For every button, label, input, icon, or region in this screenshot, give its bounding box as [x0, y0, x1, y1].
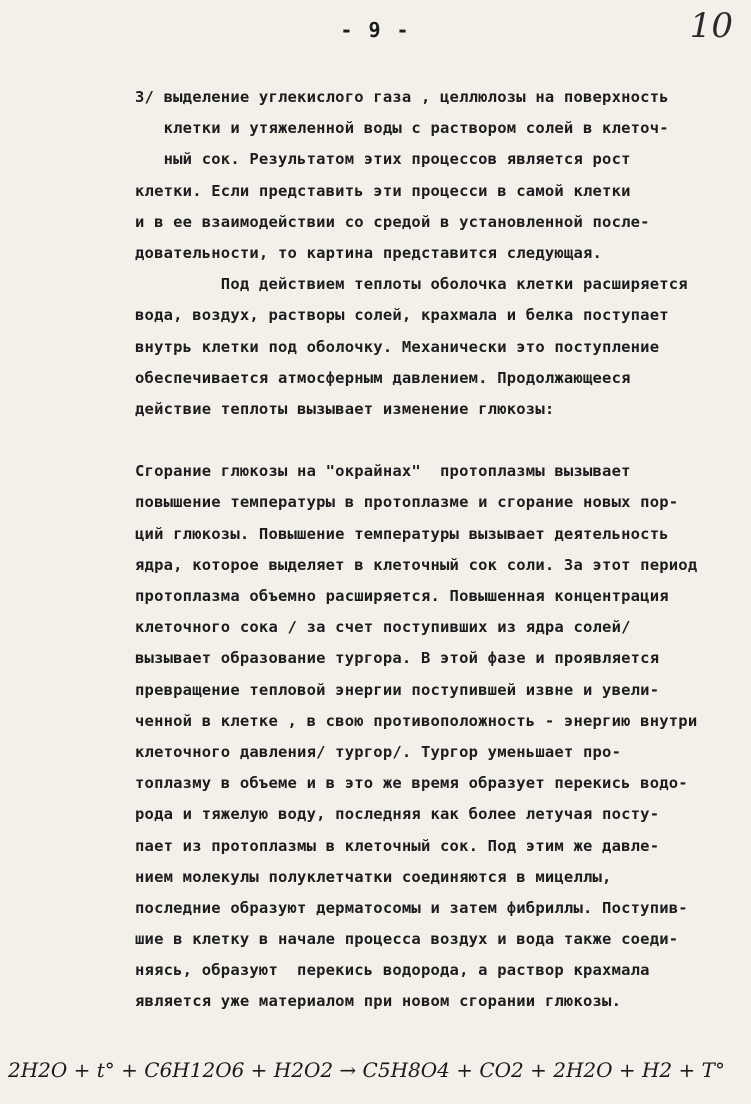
- text-line: клеточного сока / за счет поступивших из ядра солей/: [135, 618, 631, 637]
- text-line: внутрь клетки под оболочку. Механически это поступление: [135, 337, 660, 356]
- archive-page-number: 10: [689, 6, 733, 46]
- text-line: довательности, то картина представится следующая.: [135, 243, 603, 262]
- text-line: рода и тяжелую воду, последняя как более летучая посту-: [135, 805, 660, 824]
- text-line: повышение температуры в протоплазме и сгорание новых пор-: [135, 493, 679, 512]
- text-line: последние образуют дерматосомы и затем фибриллы. Поступив-: [135, 898, 688, 917]
- text-line: Сгорание глюкозы на "окрайнах" протоплазмы вызывает: [135, 462, 631, 481]
- text-line: действие теплоты вызывает изменение глюкозы:: [135, 399, 555, 418]
- text-line: превращение тепловой энергии поступившей извне и увели-: [135, 680, 660, 699]
- text-line: вода, воздух, растворы солей, крахмала и белка поступает: [135, 306, 669, 325]
- text-line: шие в клетку в начале процесса воздух и вода также соеди-: [135, 930, 679, 949]
- text-line: клетки и утяжеленной воды с раствором солей в клеточ-: [135, 119, 669, 138]
- text-line: клетки. Если представить эти процесси в самой клетки: [135, 181, 631, 200]
- text-line: топлазму в объеме и в это же время образует перекись водо-: [135, 774, 688, 793]
- text-line: няясь, образуют перекись водорода, а раствор крахмала: [135, 961, 650, 980]
- text-line: обеспечивается атмосферным давлением. Продолжающееся: [135, 368, 631, 387]
- text-line: ченной в клетке , в свою противоположность - энергию внутри: [135, 711, 698, 730]
- typewritten-body: [135, 82, 735, 1018]
- text-line: ций глюкозы. Повышение температуры вызывает деятельность: [135, 524, 669, 543]
- text-line: и в ее взаимодействии со средой в установленной после-: [135, 212, 650, 231]
- page-number: - 9 -: [340, 18, 411, 42]
- text-line: ядра, которое выделяет в клеточный сок соли. За этот период: [135, 555, 698, 574]
- text-line: вызывает образование тургора. В этой фазе и проявляется: [135, 649, 660, 668]
- text-line: ный сок. Результатом этих процессов является рост: [135, 150, 631, 169]
- handwritten-formula-line: [135, 425, 735, 456]
- handwritten-bottom-formula: 2H2O + t° + C6H12O6 + H2O2 → C5H8O4 + CO2 + 2H2O + H2 + T°: [8, 1058, 725, 1082]
- text-line: пает из протоплазмы в клеточный сок. Под этим же давле-: [135, 836, 660, 855]
- text-line: нием молекулы полуклетчатки соединяются в мицеллы,: [135, 867, 612, 886]
- text-line: является уже материалом при новом сгорании глюкозы.: [135, 992, 622, 1011]
- text-line: клеточного давления/ тургор/. Тургор уменьшает про-: [135, 742, 622, 761]
- text-line: Под действием теплоты оболочка клетки расширяется: [135, 275, 688, 294]
- text-line: 3/ выделение углекислого газа , целлюлозы на поверхность: [135, 88, 669, 106]
- text-line: протоплазма объемно расширяется. Повышенная концентрация: [135, 587, 669, 605]
